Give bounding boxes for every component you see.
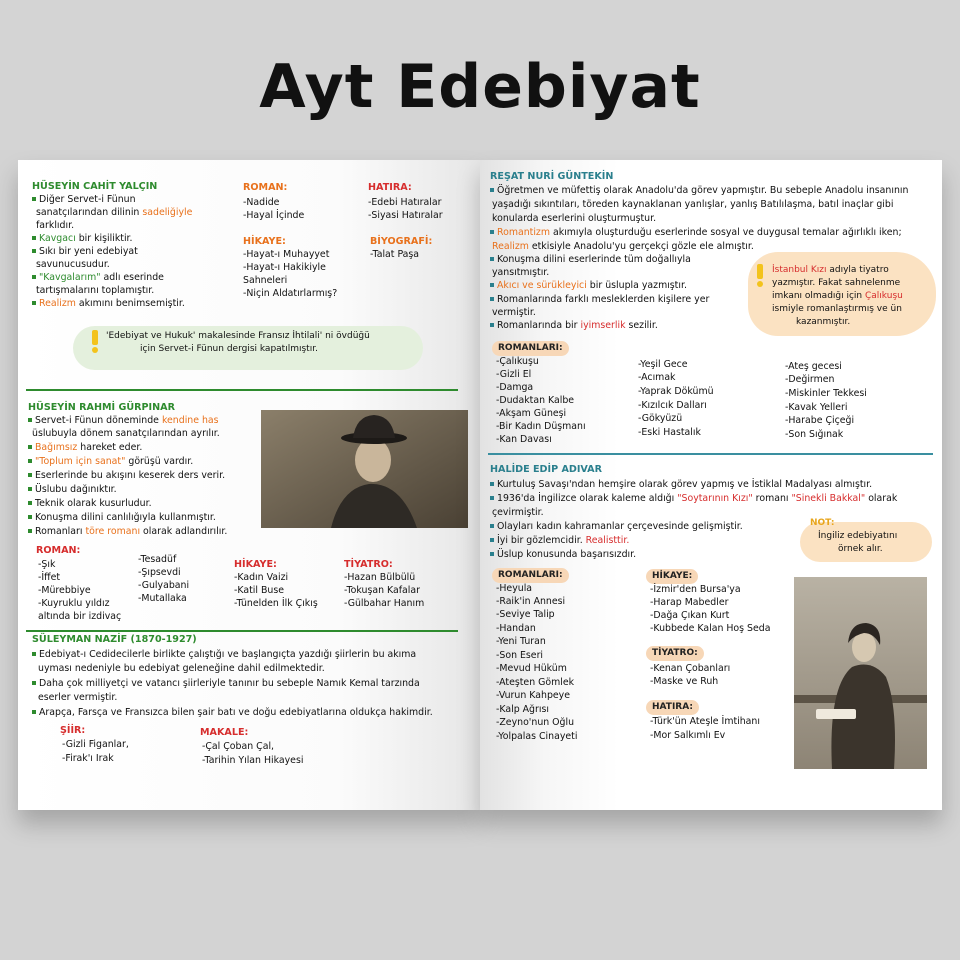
list-item: -Damga <box>496 382 534 393</box>
section-heading-resat: REŞAT NURİ GÜNTEKİN <box>490 171 614 182</box>
list-item: -Dudaktan Kalbe <box>496 395 575 406</box>
bullet-icon <box>32 710 36 714</box>
hikaye-heading: HİKAYE: <box>646 569 698 584</box>
list-item: -Gülbahar Hanım <box>344 598 425 609</box>
list-item: -Nadide <box>243 197 280 208</box>
text-line: "Toplum için sanat" görüşü vardır. <box>28 455 193 468</box>
text-line: Kavgacı bir kişiliktir. <box>32 232 133 245</box>
portrait-photo-halide <box>794 577 927 769</box>
portrait-photo-rahmi <box>261 410 468 528</box>
bullet-icon <box>28 473 32 477</box>
list-item: -Yaprak Dökümü <box>638 386 714 397</box>
list-item: -Kavak Yelleri <box>785 402 848 413</box>
text-line: uyması nedeniyle bu edebiyat geleneğine dahil edilmektedir. <box>38 663 325 674</box>
list-item: -Tesadüf <box>138 554 177 565</box>
list-item: -Dağa Çıkan Kurt <box>650 610 730 621</box>
text-line: Kurtuluş Savaşı'ndan hemşire olarak görev yapmış ve İstiklal Madalyası almıştır. <box>490 478 872 491</box>
text-line: vermiştir. <box>492 307 536 318</box>
divider <box>26 630 458 632</box>
bullet-icon <box>490 188 494 192</box>
list-item: -Çal Çoban Çal, <box>202 741 275 752</box>
list-item: -Kadın Vaizi <box>234 572 289 583</box>
text-line: Eserlerinde bu akışını keserek ders verir. <box>28 469 225 482</box>
text-line: İyi bir gözlemcidir. Realisttir. <box>490 534 629 547</box>
hatira-heading: HATIRA: <box>646 700 699 715</box>
note-label: NOT: <box>810 518 835 528</box>
note-text: için Servet-i Fünun dergisi kapatılmıştır. <box>140 344 318 354</box>
list-item: -Kubbede Kalan Hoş Seda <box>650 623 771 634</box>
text-line: Romanlarında farklı mesleklerden kişilere yer <box>490 293 709 306</box>
bullet-icon <box>490 496 494 500</box>
bullet-icon <box>490 283 494 287</box>
list-item: -Ateşten Gömlek <box>496 677 575 688</box>
list-item: -Şık <box>38 559 56 570</box>
list-item: -Kızılcık Dalları <box>638 400 707 411</box>
bullet-icon <box>28 515 32 519</box>
list-item: -Mutallaka <box>138 593 187 604</box>
list-item: -Heyula <box>496 583 533 594</box>
list-item: -Acımak <box>638 372 676 383</box>
hikaye-heading: HİKAYE: <box>243 236 286 247</box>
text-line: yansıtmıştır. <box>492 267 550 278</box>
text-line: tartışmalarını toplamıştır. <box>36 285 155 296</box>
text-line: Realizm etkisiyle Anadolu'yu gerçekçi gözle ele almıştır. <box>492 241 754 252</box>
section-heading-halide: HALİDE EDİP ADIVAR <box>490 464 602 475</box>
list-item: -Raik'in Annesi <box>496 596 566 607</box>
text-line: eserler vermiştir. <box>38 692 118 703</box>
list-item: -Yolpalas Cinayeti <box>496 731 578 742</box>
section-heading-rahmi: HÜSEYİN RAHMİ GÜRPINAR <box>28 402 175 413</box>
section-heading-cahit: HÜSEYİN CAHİT YALÇIN <box>32 181 158 192</box>
list-item: -Vurun Kahpeye <box>496 690 570 701</box>
exclamation-icon <box>91 330 99 354</box>
list-item: -Edebi Hatıralar <box>368 197 442 208</box>
roman-heading: ROMAN: <box>243 182 288 193</box>
bullet-icon <box>490 297 494 301</box>
text-line: "Kavgalarım" adlı eserinde <box>32 271 164 284</box>
list-item: -Maske ve Ruh <box>650 676 719 687</box>
list-item: -Değirmen <box>785 374 835 385</box>
list-item: -Zeyno'nun Oğlu <box>496 717 575 728</box>
text-line: Konuşma dilini canlılığıyla kullanmıştır. <box>28 511 216 524</box>
list-item: -Kuyruklu yıldız <box>38 598 110 609</box>
list-item: -İffet <box>38 572 61 583</box>
list-item: altında bir izdivaç <box>38 611 122 622</box>
makale-heading: MAKALE: <box>200 727 249 738</box>
section-heading-nazif: SÜLEYMAN NAZİF (1870-1927) <box>32 634 197 645</box>
list-item: -Gizli El <box>496 369 532 380</box>
list-item: -Firak'ı Irak <box>62 753 114 764</box>
text-line: Konuşma dilini eserlerinde tüm doğallıyla <box>490 253 691 266</box>
text-line: 1936'da İngilizce olarak kaleme aldığı "Soytarının Kızı" romanı "Sinekli Bakkal" olarak <box>490 492 897 505</box>
list-item: -Miskinler Tekkesi <box>785 388 867 399</box>
list-item: -Niçin Aldatırlarmış? <box>243 288 338 299</box>
siir-heading: ŞİİR: <box>60 725 86 736</box>
list-item: -Yeni Turan <box>496 636 546 647</box>
romanlari-heading: ROMANLARI: <box>492 568 569 583</box>
list-item: -Eski Hastalık <box>638 427 701 438</box>
list-item: -Son Eseri <box>496 650 544 661</box>
bullet-icon <box>490 482 494 486</box>
text-line: savunucusudur. <box>36 259 110 270</box>
bullet-icon <box>28 418 32 422</box>
note-text: kazanmıştır. <box>796 317 851 327</box>
bullet-icon <box>490 230 494 234</box>
list-item: -Kalp Ağrısı <box>496 704 549 715</box>
exclamation-icon <box>756 264 764 288</box>
list-item: -Seviye Talip <box>496 609 555 620</box>
list-item: -Türk'ün Ateşle İmtihanı <box>650 716 760 727</box>
text-line: Bağımsız hareket eder. <box>28 441 142 454</box>
list-item: -Handan <box>496 623 536 634</box>
text-line: Edebiyat-ı Cedidecilerle birlikte çalıştığı ve başlangıçta yazdığı şiirlerin bu akıma <box>32 648 416 661</box>
note-text: İngiliz edebiyatını <box>818 531 898 541</box>
bullet-icon <box>490 538 494 542</box>
text-line: Arapça, Farsça ve Fransızca bilen şair batı ve doğu edebiyatlarına oldukça hakimdir. <box>32 706 433 719</box>
bullet-icon <box>28 445 32 449</box>
bullet-icon <box>32 197 36 201</box>
note-text: imkanı olmadığı için Çalıkuşu <box>772 291 903 301</box>
list-item: -Akşam Güneşi <box>496 408 567 419</box>
list-item: -Son Sığınak <box>785 429 844 440</box>
note-text: yazmıştır. Fakat sahnelenme <box>772 278 901 288</box>
list-item: -Harabe Çiçeği <box>785 415 855 426</box>
list-item: -Kenan Çobanları <box>650 663 731 674</box>
tiyatro-heading: TİYATRO: <box>344 559 393 570</box>
hatira-heading: HATIRA: <box>368 182 412 193</box>
note-text: 'Edebiyat ve Hukuk' makalesinde Fransız İhtilali' ni övdüğü <box>106 331 370 341</box>
note-text: ismiyle romanlaştırmış ve ün <box>772 304 902 314</box>
list-item: -Gulyabani <box>138 580 190 591</box>
list-item: -Katil Buse <box>234 585 285 596</box>
text-line: Romanlarında bir iyimserlik sezilir. <box>490 319 658 332</box>
romanlari-heading: ROMANLARI: <box>492 341 569 356</box>
list-item: -Ateş gecesi <box>785 361 842 372</box>
list-item: -Yeşil Gece <box>638 359 688 370</box>
list-item: -Şıpsevdi <box>138 567 181 578</box>
list-item: -Siyasi Hatıralar <box>368 210 443 221</box>
text-line: Diğer Servet-i Fünun <box>32 193 136 206</box>
text-line: Sıkı bir yeni edebiyat <box>32 245 138 258</box>
list-item: -Çalıkuşu <box>496 356 539 367</box>
roman-heading: ROMAN: <box>36 545 81 556</box>
list-item: -Tokuşan Kafalar <box>344 585 420 596</box>
text-line: sanatçılarından dilinin sadeliğiyle <box>36 207 193 218</box>
right-page <box>480 160 942 810</box>
text-line: Teknik olarak kusurludur. <box>28 497 152 510</box>
bullet-icon <box>32 249 36 253</box>
list-item: -Mevud Hüküm <box>496 663 567 674</box>
list-item: -Mor Salkımlı Ev <box>650 730 726 741</box>
list-item: -Tünelden İlk Çıkış <box>234 598 318 609</box>
list-item: -Gizli Figanlar, <box>62 739 129 750</box>
list-item: -Bir Kadın Düşmanı <box>496 421 586 432</box>
bullet-icon <box>490 524 494 528</box>
text-line: yaşadığı sıkıntıları, töreden kaynaklanan yanlışlar, yanlış Batılılaşma, batıl inaçlar gibi <box>492 199 894 210</box>
bullet-icon <box>490 257 494 261</box>
note-text: İstanbul Kızı adıyla tiyatro <box>772 265 889 275</box>
text-line: Romanları töre romanı olarak adlandırılır. <box>28 525 227 538</box>
text-line: Üslubu dağınıktır. <box>28 483 117 496</box>
text-line: konularda eserlerini oluşturmuştur. <box>492 213 657 224</box>
divider <box>26 389 458 391</box>
list-item: -Kan Davası <box>496 434 552 445</box>
bullet-icon <box>32 236 36 240</box>
bullet-icon <box>28 529 32 533</box>
divider <box>488 453 933 455</box>
text-line: Olayları kadın kahramanlar çerçevesinde gelişmiştir. <box>490 520 743 533</box>
text-line: üslubuyla dönem sanatçılarından ayrılır. <box>32 428 220 439</box>
list-item: -Mürebbiye <box>38 585 91 596</box>
text-line: Üslup konusunda başarısızdır. <box>490 548 636 561</box>
list-item: -Hayal İçinde <box>243 210 305 221</box>
text-line: Akıcı ve sürükleyici bir üslupla yazmıştır. <box>490 279 687 292</box>
biyografi-heading: BİYOGRAFİ: <box>370 236 433 247</box>
list-item: -Talat Paşa <box>370 249 420 260</box>
list-item: -Tarihin Yılan Hikayesi <box>202 755 304 766</box>
bullet-icon <box>28 459 32 463</box>
text-line: Daha çok milliyetçi ve vatancı şiirleriyle tanınır bu sebeple Namık Kemal tarzında <box>32 677 420 690</box>
list-item: -Harap Mabedler <box>650 597 729 608</box>
banner <box>0 0 960 150</box>
list-item: -Hayat-ı Hakikiyle <box>243 262 326 273</box>
left-page <box>18 160 480 810</box>
list-item: -Gökyüzü <box>638 413 683 424</box>
text-line: çevirmiştir. <box>492 507 544 518</box>
list-item: -İzmir'den Bursa'ya <box>650 584 741 595</box>
bullet-icon <box>490 323 494 327</box>
text-line: Romantizm akımıyla oluşturduğu eserlerinde sosyal ve duygusal temalar ağırlıklı iken; <box>490 226 902 239</box>
tiyatro-heading: TİYATRO: <box>646 646 704 661</box>
bullet-icon <box>28 501 32 505</box>
bullet-icon <box>32 681 36 685</box>
bullet-icon <box>28 487 32 491</box>
list-item: Sahneleri <box>243 275 288 286</box>
text-line: Realizm akımını benimsemiştir. <box>32 297 185 310</box>
text-line: Öğretmen ve müfettiş olarak Anadolu'da görev yapmıştır. Bu sebeple Anadolu insanının <box>490 184 908 197</box>
hikaye-heading: HİKAYE: <box>234 559 277 570</box>
bullet-icon <box>32 652 36 656</box>
list-item: -Hazan Bülbülü <box>344 572 416 583</box>
text-line: Servet-i Fünun döneminde kendine has <box>28 414 219 427</box>
page-title: Ayt Edebiyat <box>259 52 701 122</box>
bullet-icon <box>32 301 36 305</box>
list-item: -Hayat-ı Muhayyet <box>243 249 330 260</box>
text-line: farklıdır. <box>36 220 75 231</box>
bullet-icon <box>32 275 36 279</box>
bullet-icon <box>490 552 494 556</box>
note-text: örnek alır. <box>838 544 883 554</box>
